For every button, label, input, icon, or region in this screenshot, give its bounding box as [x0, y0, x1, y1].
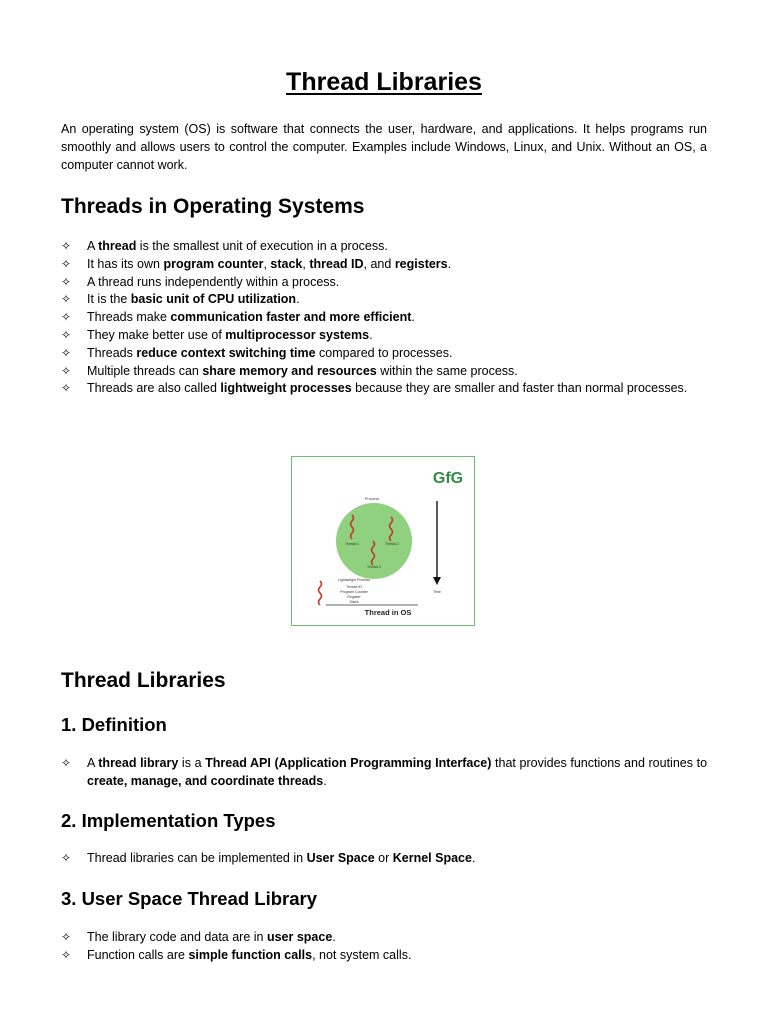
- thread-3-label: Thread 3: [366, 565, 382, 569]
- bullet-item: ✧ Function calls are simple function calls, not system calls.: [61, 947, 707, 965]
- sparkle-bullet-icon: ✧: [61, 756, 72, 770]
- thread-2-label: Thread 2: [384, 542, 400, 546]
- document-title: Thread Libraries: [286, 68, 482, 96]
- heading-implementation-types: 2. Implementation Types: [61, 810, 276, 831]
- threads-bullet-list: [61, 238, 707, 398]
- heading-user-space-thread-library: 3. User Space Thread Library: [61, 888, 318, 909]
- definition-bullet-list: [61, 755, 707, 791]
- heading-threads-in-os: Threads in Operating Systems: [61, 195, 365, 218]
- bold-term: user space: [266, 930, 333, 944]
- sparkle-bullet-icon: ✧: [61, 345, 72, 360]
- sparkle-bullet-icon: ✧: [61, 381, 72, 396]
- sparkle-bullet-icon: ✧: [61, 930, 72, 944]
- time-label: Time: [433, 590, 441, 594]
- bold-term: Thread API (Application Programming Interface): [205, 756, 492, 770]
- sparkle-bullet-icon: ✧: [61, 327, 72, 342]
- bullet-item: ✧ It has its own program counter, stack, thread ID, and registers.: [61, 256, 707, 274]
- bold-term: reduce context switching time: [136, 345, 316, 360]
- bold-term: communication faster and more efficient: [170, 310, 412, 325]
- bullet-item: ✧ A thread runs independently within a process.: [61, 274, 707, 292]
- bold-term: stack: [270, 256, 303, 271]
- sparkle-bullet-icon: ✧: [61, 310, 72, 325]
- bold-term: thread ID: [309, 256, 364, 271]
- bold-term: create, manage, and coordinate threads: [87, 773, 324, 788]
- legend-line-3: Program Counter: [340, 590, 368, 594]
- sparkle-bullet-icon: ✧: [61, 239, 72, 253]
- bold-term: registers: [394, 256, 448, 271]
- legend-thread-icon: [319, 581, 322, 605]
- bullet-item: ✧ Thread libraries can be implemented in User Space or Kernel Space.: [61, 850, 707, 868]
- bold-term: share memory and resources: [202, 363, 377, 378]
- bold-term: thread library: [98, 756, 179, 770]
- bullet-item: ✧ The library code and data are in user space.: [61, 929, 707, 947]
- process-label: Process: [364, 496, 380, 501]
- intro-paragraph: An operating system (OS) is software that connects the user, hardware, and applications. It helps programs run smoothly and allows users to control the computer. Examples include Windows, Linux, and Unix. Without an OS, a computer cannot work.: [61, 122, 707, 172]
- gfg-logo: GfG: [432, 470, 464, 487]
- sparkle-bullet-icon: ✧: [61, 274, 72, 289]
- bold-term: simple function calls: [188, 947, 313, 962]
- bullet-item: ✧ Threads are also called lightweight processes because they are smaller and faster than normal processes.: [61, 380, 707, 398]
- legend-line-5: Stack: [349, 600, 359, 604]
- bullet-item: ✧ Threads make communication faster and more efficient.: [61, 309, 707, 327]
- implementation-bullet-list: [61, 850, 707, 868]
- heading-definition: 1. Definition: [61, 714, 167, 735]
- bold-term: multiprocessor systems: [225, 327, 370, 342]
- legend-line-1: Lightweight Process: [337, 578, 371, 582]
- sparkle-bullet-icon: ✧: [61, 363, 72, 378]
- sparkle-bullet-icon: ✧: [61, 851, 72, 865]
- thread-in-os-figure: [291, 456, 475, 626]
- bold-term: thread: [98, 239, 137, 253]
- user-space-bullet-list: [61, 929, 707, 965]
- legend-line-4: Register: [347, 595, 361, 599]
- bullet-item: ✧ They make better use of multiprocessor systems.: [61, 327, 707, 345]
- legend-line-2: Thread ID: [346, 585, 362, 589]
- bullet-item: ✧ A thread is the smallest unit of execution in a process.: [61, 238, 707, 256]
- bold-term: program counter: [163, 256, 264, 271]
- bold-term: basic unit of CPU utilization: [130, 292, 297, 307]
- heading-thread-libraries: Thread Libraries: [61, 669, 226, 692]
- bold-term: lightweight processes: [220, 381, 352, 396]
- bullet-item: ✧ A thread library is a Thread API (Application Programming Interface) that provides functions and routines to create, manage, and coordinate threads.: [61, 756, 708, 788]
- sparkle-bullet-icon: ✧: [61, 947, 72, 962]
- bullet-item: ✧ Threads reduce context switching time compared to processes.: [61, 345, 707, 363]
- sparkle-bullet-icon: ✧: [61, 256, 72, 271]
- thread-1-label: Thread 1: [344, 542, 360, 546]
- sparkle-bullet-icon: ✧: [61, 292, 72, 307]
- bold-term: Kernel Space: [392, 851, 472, 865]
- bold-term: User Space: [306, 851, 375, 865]
- thread-diagram: [292, 457, 476, 627]
- bullet-item: ✧ It is the basic unit of CPU utilization.: [61, 291, 707, 309]
- bullet-item: ✧ Multiple threads can share memory and resources within the same process.: [61, 363, 707, 381]
- time-arrow-head: [433, 577, 441, 585]
- figure-caption: Thread in OS: [364, 608, 412, 617]
